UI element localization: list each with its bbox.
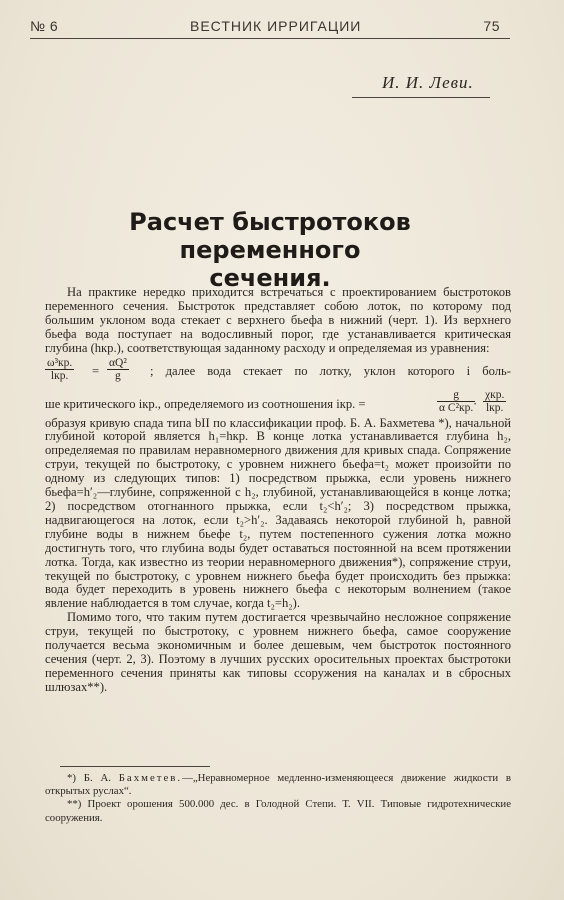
- slope-fraction-1: [437, 388, 478, 414]
- footnote-separator: [60, 766, 210, 767]
- paragraph-intro: На практике нередко приходится встречаться с проектированием быстротоков переменного сечения. Быстроток представляет собою лоток, по которому под большим уклоном вода стекает с верхнего бьефа в нижний (черт. 1). Из верхнего бьефа вода поступает на водосливный порог, где устанавливается критическая глубина (hкр.), соответствующая заданному расходу и определяемая из уравнения:: [45, 285, 511, 355]
- footnote-1: [45, 772, 511, 798]
- header-rule: [30, 38, 510, 39]
- slope-fraction-2-numerator: χкр.: [485, 388, 505, 401]
- critical-depth-formula: [45, 357, 511, 387]
- formula-right-numerator: αQ²: [109, 356, 127, 369]
- formula-tail-text: ; далее вода стекает по лотку, уклон которого i боль-: [150, 363, 511, 378]
- footnote-2: **) Проект орошения 500.000 дес. в Голодной Степи. Т. VII. Типовые гидротехнические сооружения.: [45, 798, 511, 824]
- critical-slope-line: [45, 389, 511, 417]
- footnote-1-mark: *) Б. А.: [67, 772, 111, 784]
- journal-title: ВЕСТНИК ИРРИГАЦИИ: [190, 18, 362, 34]
- formula-left-fraction: [45, 357, 74, 382]
- footnote-1-text: —„Неравномерное медленно-изменяющееся движение жидкости в открытых руслах“.: [45, 772, 511, 798]
- formula-right-denominator: g: [115, 369, 121, 382]
- footnotes: [45, 772, 511, 825]
- author-rule: [352, 97, 490, 98]
- paragraph-economy: Помимо того, что таким путем достигается чрезвычайно несложное сопряжение струи, текущей по быстротоку, с уровнем нижнего бьефа, самое сооружение получается весьма экономичным и более дешевым, чем быстроток постоянного сечения (черт. 2, 3). Поэтому в лучших русских оросительных проектах быстротоки переменного сечения приняты как типовы ссоружения на каналах и в сбросных шлюзах**).: [45, 610, 511, 694]
- title-line-1: Расчет быстротоков переменного: [129, 208, 411, 264]
- slope-fraction-2: [483, 389, 506, 414]
- slope-fraction-1-numerator: g: [437, 389, 475, 402]
- author-name: И. И. Леви.: [382, 73, 474, 92]
- running-header: [30, 18, 500, 38]
- formula-right-fraction: [107, 357, 129, 382]
- slope-fraction-1-denominator: α C²кр.: [439, 401, 474, 414]
- critical-slope-text: ше критического iкр., определяемого из соотношения iкр. =: [45, 396, 366, 411]
- page-number: 75: [483, 18, 500, 34]
- formula-equals: =: [92, 363, 100, 378]
- multiply-dot: ·: [473, 396, 478, 411]
- formula-left-numerator: ω³кр.: [47, 356, 73, 369]
- formula-left-denominator: lкр.: [50, 369, 69, 382]
- footnote-1-author: Бахметев.: [118, 772, 183, 784]
- article-title: [40, 208, 500, 292]
- issue-number: № 6: [30, 18, 59, 34]
- article-body: [45, 286, 511, 695]
- paragraph-flow-types: образуя кривую спада типа bII по классификации проф. Б. А. Бахметева *), начальной глубиной которой является h₁=hкр. В конце лотка устанавливается глубина h₂, определяемая по правилам неравномерного движения для кривых спада. Сопряжение струи, текущей по быстротоку, с уровнем нижнего бьефа=t₂ может произойти по одному из следующих типов: 1) посредством прыжка, если уровень нижнего бьефа=h′₂—глубине, сопряженной с h₂, глубиной, устанавливающейся в конце лотка; 2) посредством отогнанного прыжка, если t₂<h′₂; 3) посредством прыжка, надвигающегося на лоток, если t₂>h′₂. Задаваясь некоторой глубиной h, равной глубине воды в нижнем бьефе t₂, путем постепенного сужения лотка можно достигнуть того, что глубина воды будет оставаться постоянной на всем протяжении лотка. Тогда, как известно из теории неравномерного движения*), сопряжение струи, текущей по быстротоку, с уровнем нижнего бьефа будет происходить без прыжка: вода будет переходить в уровень нижнего бьефа с некоторым волнением (такое явление наблюдается в том случае, когда t₂=h₂).: [45, 415, 511, 611]
- slope-fraction-2-denominator: lкр.: [485, 401, 504, 414]
- title-line-2: сечения.: [209, 264, 331, 292]
